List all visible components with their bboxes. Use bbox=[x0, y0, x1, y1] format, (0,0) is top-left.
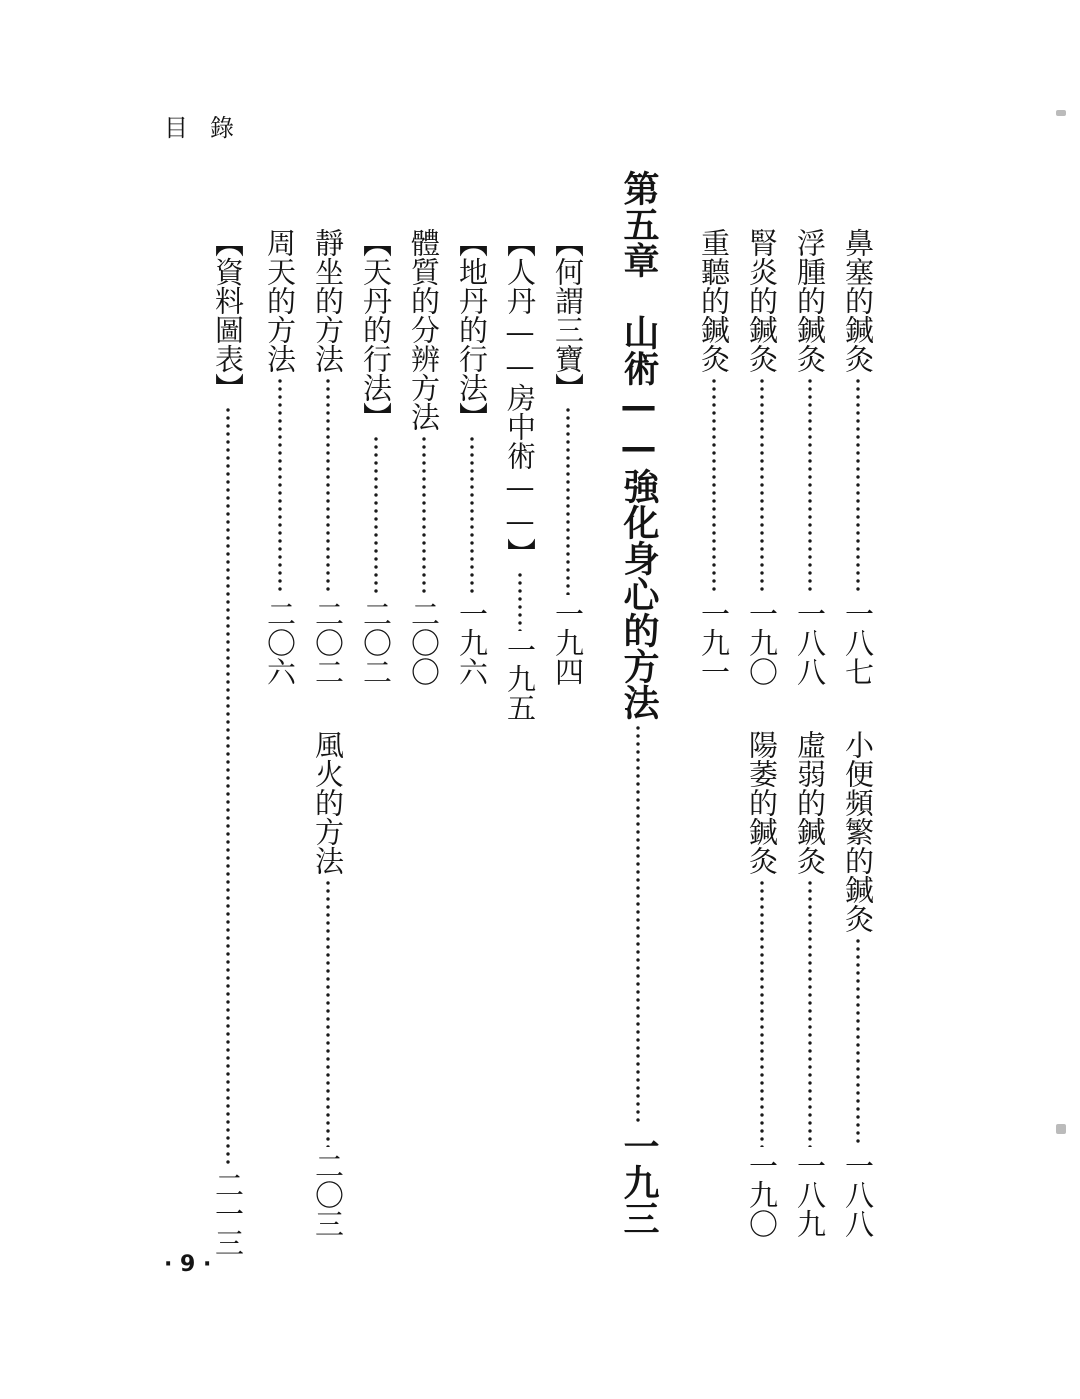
dot-leader bbox=[712, 377, 716, 595]
toc-entry-page: 一八九 bbox=[793, 1151, 827, 1238]
toc-entry-title: 【地丹的行法】 bbox=[455, 228, 489, 431]
toc-entry-page: 一八八 bbox=[793, 599, 827, 686]
toc-entry[interactable] bbox=[359, 228, 393, 686]
toc-entry[interactable] bbox=[793, 730, 827, 1238]
scan-mark bbox=[1056, 110, 1066, 116]
scan-mark bbox=[1056, 1124, 1066, 1134]
toc-entry[interactable] bbox=[745, 730, 779, 1238]
toc-entry-title: 陽萎的鍼灸 bbox=[745, 730, 779, 875]
toc-entry-page: 一九〇 bbox=[745, 1151, 779, 1238]
toc-entry-title: 虛弱的鍼灸 bbox=[793, 730, 827, 875]
toc-entry[interactable] bbox=[263, 228, 297, 686]
chapter-heading[interactable] bbox=[618, 170, 659, 1236]
dot-leader bbox=[856, 377, 860, 595]
toc-entry[interactable] bbox=[503, 228, 537, 722]
toc-entry-title: 【資料圖表】 bbox=[211, 228, 245, 402]
toc-entry-title: 【人丹——房中術——】 bbox=[503, 228, 537, 567]
toc-entry-page: 一九〇 bbox=[745, 599, 779, 686]
toc-entry[interactable] bbox=[697, 228, 731, 686]
toc-entry[interactable] bbox=[745, 228, 779, 686]
toc-entry[interactable] bbox=[311, 730, 345, 1238]
page-number: · 9 · bbox=[164, 1252, 212, 1277]
toc-entry-page: 一八八 bbox=[841, 1151, 875, 1238]
toc-entry-page: 一九一 bbox=[697, 599, 731, 686]
chapter-title: 第五章 山術——強化身心的方法 bbox=[618, 170, 659, 720]
dot-leader bbox=[760, 377, 764, 595]
toc-entry-page: 一八七 bbox=[841, 599, 875, 686]
dot-leader bbox=[856, 937, 860, 1147]
toc-entry[interactable] bbox=[407, 228, 441, 686]
toc-entry[interactable] bbox=[311, 228, 345, 686]
toc-entry-title: 靜坐的方法 bbox=[311, 228, 345, 373]
dot-leader bbox=[760, 879, 764, 1147]
toc-entry[interactable] bbox=[841, 228, 875, 686]
toc-entry-title: 重聽的鍼灸 bbox=[697, 228, 731, 373]
toc-entry[interactable] bbox=[551, 228, 585, 686]
toc-entry[interactable] bbox=[455, 228, 489, 686]
dot-leader bbox=[470, 435, 474, 595]
dot-leader bbox=[326, 377, 330, 595]
toc-entry-page: 一九四 bbox=[551, 599, 585, 686]
toc-entry-title: 周天的方法 bbox=[263, 228, 297, 373]
toc-entry-title: 體質的分辨方法 bbox=[407, 228, 441, 431]
toc-entry-title: 鼻塞的鍼灸 bbox=[841, 228, 875, 373]
toc-entry[interactable] bbox=[211, 228, 245, 1257]
dot-leader bbox=[422, 435, 426, 595]
toc-entry-page: 一九六 bbox=[455, 599, 489, 686]
toc-entry[interactable] bbox=[793, 228, 827, 686]
toc-entry-title: 風火的方法 bbox=[311, 730, 345, 875]
toc-entry-title: 小便頻繁的鍼灸 bbox=[841, 730, 875, 933]
toc-entry-page: 二〇二 bbox=[311, 599, 345, 686]
dot-leader bbox=[566, 406, 570, 595]
toc-entry-page: 二〇三 bbox=[311, 1151, 345, 1238]
toc-entry-page: 二〇二 bbox=[359, 599, 393, 686]
dot-leader bbox=[808, 377, 812, 595]
toc-entry-page: 一九五 bbox=[503, 635, 537, 722]
dot-leader bbox=[518, 571, 522, 631]
dot-leader bbox=[326, 879, 330, 1147]
dot-leader bbox=[226, 406, 230, 1166]
toc-entry-title: 【何謂三寶】 bbox=[551, 228, 585, 402]
chapter-page: 一九三 bbox=[618, 1128, 659, 1236]
toc-entry-page: 二一三 bbox=[211, 1170, 245, 1257]
dot-leader bbox=[808, 879, 812, 1147]
dot-leader bbox=[636, 724, 641, 1124]
toc-entry-title: 腎炎的鍼灸 bbox=[745, 228, 779, 373]
toc-entry-page: 二〇〇 bbox=[407, 599, 441, 686]
toc-entry-title: 浮腫的鍼灸 bbox=[793, 228, 827, 373]
dot-leader bbox=[374, 435, 378, 595]
toc-entry[interactable] bbox=[841, 730, 875, 1238]
toc-entry-page: 二〇六 bbox=[263, 599, 297, 686]
toc-entry-title: 【天丹的行法】 bbox=[359, 228, 393, 431]
dot-leader bbox=[278, 377, 282, 595]
page-header: 目錄 bbox=[164, 114, 256, 142]
